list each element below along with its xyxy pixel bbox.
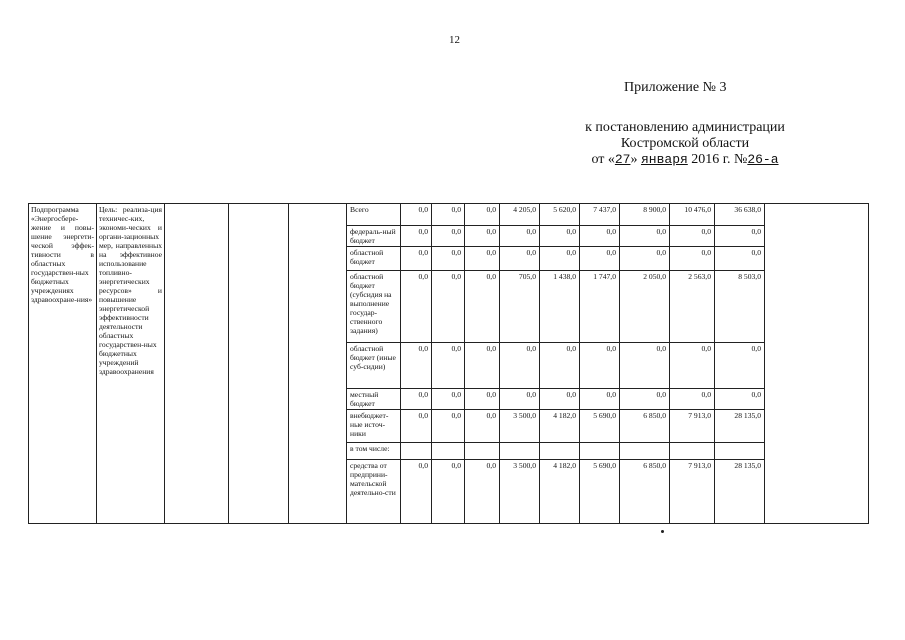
value-cell: 28 135,0 (715, 460, 765, 524)
empty-cell (229, 204, 289, 524)
value-cell: 5 620,0 (540, 204, 580, 226)
source-cell: областной бюджет (иные суб-сидии) (347, 343, 401, 389)
value-cell (432, 443, 465, 460)
value-cell: 0,0 (465, 226, 500, 247)
value-cell: 0,0 (540, 389, 580, 410)
date-month: января (640, 152, 688, 167)
value-cell: 0,0 (620, 389, 670, 410)
value-cell: 0,0 (620, 226, 670, 247)
resolution-line-2: Костромской области (620, 136, 750, 151)
value-cell: 7 437,0 (580, 204, 620, 226)
value-cell (500, 443, 540, 460)
date-day: 27 (614, 152, 631, 167)
value-cell: 0,0 (715, 389, 765, 410)
value-cell: 0,0 (580, 343, 620, 389)
scan-speck (661, 530, 664, 533)
value-cell: 7 913,0 (670, 460, 715, 524)
value-cell: 4 182,0 (540, 410, 580, 443)
value-cell: 0,0 (432, 204, 465, 226)
source-cell: внебюджет-ные источ-ники (347, 410, 401, 443)
value-cell: 10 476,0 (670, 204, 715, 226)
source-cell: Всего (347, 204, 401, 226)
value-cell: 0,0 (432, 247, 465, 271)
value-cell: 0,0 (401, 343, 432, 389)
value-cell (465, 443, 500, 460)
value-cell: 0,0 (670, 343, 715, 389)
source-cell: местный бюджет (347, 389, 401, 410)
resolution-number: 26-а (747, 152, 779, 167)
value-cell: 0,0 (432, 460, 465, 524)
value-cell: 0,0 (465, 204, 500, 226)
value-cell: 0,0 (500, 247, 540, 271)
value-cell: 0,0 (401, 389, 432, 410)
budget-table-body (29, 204, 869, 524)
value-cell: 0,0 (500, 389, 540, 410)
date-year: 2016 г. № (691, 152, 748, 167)
value-cell: 705,0 (500, 271, 540, 343)
empty-cell (289, 204, 347, 524)
value-cell: 0,0 (670, 247, 715, 271)
value-cell: 1 747,0 (580, 271, 620, 343)
empty-cell (165, 204, 229, 524)
value-cell: 0,0 (540, 247, 580, 271)
value-cell: 0,0 (540, 226, 580, 247)
value-cell: 0,0 (432, 410, 465, 443)
value-cell: 0,0 (465, 460, 500, 524)
value-cell: 0,0 (432, 389, 465, 410)
program-name-cell: Подпрограмма «Энергосбере-жение и повы-шение энергети-ческой эффек-тивности в областных государствен-ных бюджетных учреждениях здравоохране-ния» (29, 204, 97, 524)
value-cell: 0,0 (620, 247, 670, 271)
value-cell: 3 500,0 (500, 460, 540, 524)
value-cell: 0,0 (670, 389, 715, 410)
value-cell: 0,0 (465, 389, 500, 410)
value-cell (540, 443, 580, 460)
value-cell: 3 500,0 (500, 410, 540, 443)
value-cell: 2 563,0 (670, 271, 715, 343)
source-cell: средства от предприни-мательской деятельно-сти (347, 460, 401, 524)
source-cell: федераль-ный бюджет (347, 226, 401, 247)
value-cell: 0,0 (580, 247, 620, 271)
value-cell (715, 443, 765, 460)
source-cell: областной бюджет (субсидия на выполнение государ-ственного задания) (347, 271, 401, 343)
value-cell: 0,0 (432, 271, 465, 343)
source-cell: областной бюджет (347, 247, 401, 271)
resolution-date-line (560, 152, 810, 168)
value-cell: 0,0 (432, 226, 465, 247)
value-cell: 2 050,0 (620, 271, 670, 343)
table-row (29, 204, 869, 226)
value-cell (580, 443, 620, 460)
program-goal-cell: Цель: реализа-ция техничес-ких, экономи-ческих и органи-зационных мер, направленных на эффективное использование топливно-энергетических ресурсов» и повышение энергетической эффективности деятельности областных государствен-ных бюджетных учреждений здравоохранения (97, 204, 165, 524)
value-cell: 36 638,0 (715, 204, 765, 226)
value-cell: 0,0 (401, 204, 432, 226)
value-cell: 0,0 (401, 247, 432, 271)
value-cell: 0,0 (401, 410, 432, 443)
value-cell (401, 443, 432, 460)
value-cell: 8 503,0 (715, 271, 765, 343)
value-cell: 6 850,0 (620, 410, 670, 443)
value-cell: 0,0 (432, 343, 465, 389)
value-cell: 6 850,0 (620, 460, 670, 524)
value-cell: 8 900,0 (620, 204, 670, 226)
resolution-line-1: к постановлению администрации (585, 120, 785, 135)
value-cell: 0,0 (465, 410, 500, 443)
value-cell: 5 690,0 (580, 460, 620, 524)
value-cell: 0,0 (465, 247, 500, 271)
source-cell: в том числе: (347, 443, 401, 460)
value-cell: 0,0 (580, 389, 620, 410)
value-cell: 4 205,0 (500, 204, 540, 226)
value-cell: 4 182,0 (540, 460, 580, 524)
value-cell: 0,0 (620, 343, 670, 389)
value-cell: 0,0 (465, 271, 500, 343)
value-cell: 0,0 (401, 460, 432, 524)
value-cell: 1 438,0 (540, 271, 580, 343)
value-cell: 0,0 (540, 343, 580, 389)
value-cell: 5 690,0 (580, 410, 620, 443)
value-cell: 7 913,0 (670, 410, 715, 443)
value-cell: 0,0 (465, 343, 500, 389)
value-cell: 0,0 (500, 226, 540, 247)
date-quote-close: » (630, 152, 638, 167)
value-cell: 0,0 (401, 226, 432, 247)
value-cell: 0,0 (580, 226, 620, 247)
budget-table (28, 203, 869, 524)
value-cell (620, 443, 670, 460)
empty-cell (765, 204, 869, 524)
value-cell: 0,0 (715, 226, 765, 247)
value-cell: 28 135,0 (715, 410, 765, 443)
value-cell: 0,0 (670, 226, 715, 247)
value-cell: 0,0 (401, 271, 432, 343)
page-number: 12 (449, 34, 460, 46)
date-prefix: от « (591, 152, 615, 167)
value-cell: 0,0 (500, 343, 540, 389)
annex-title: Приложение № 3 (624, 80, 727, 95)
resolution-block (560, 120, 810, 168)
value-cell (670, 443, 715, 460)
value-cell: 0,0 (715, 343, 765, 389)
value-cell: 0,0 (715, 247, 765, 271)
